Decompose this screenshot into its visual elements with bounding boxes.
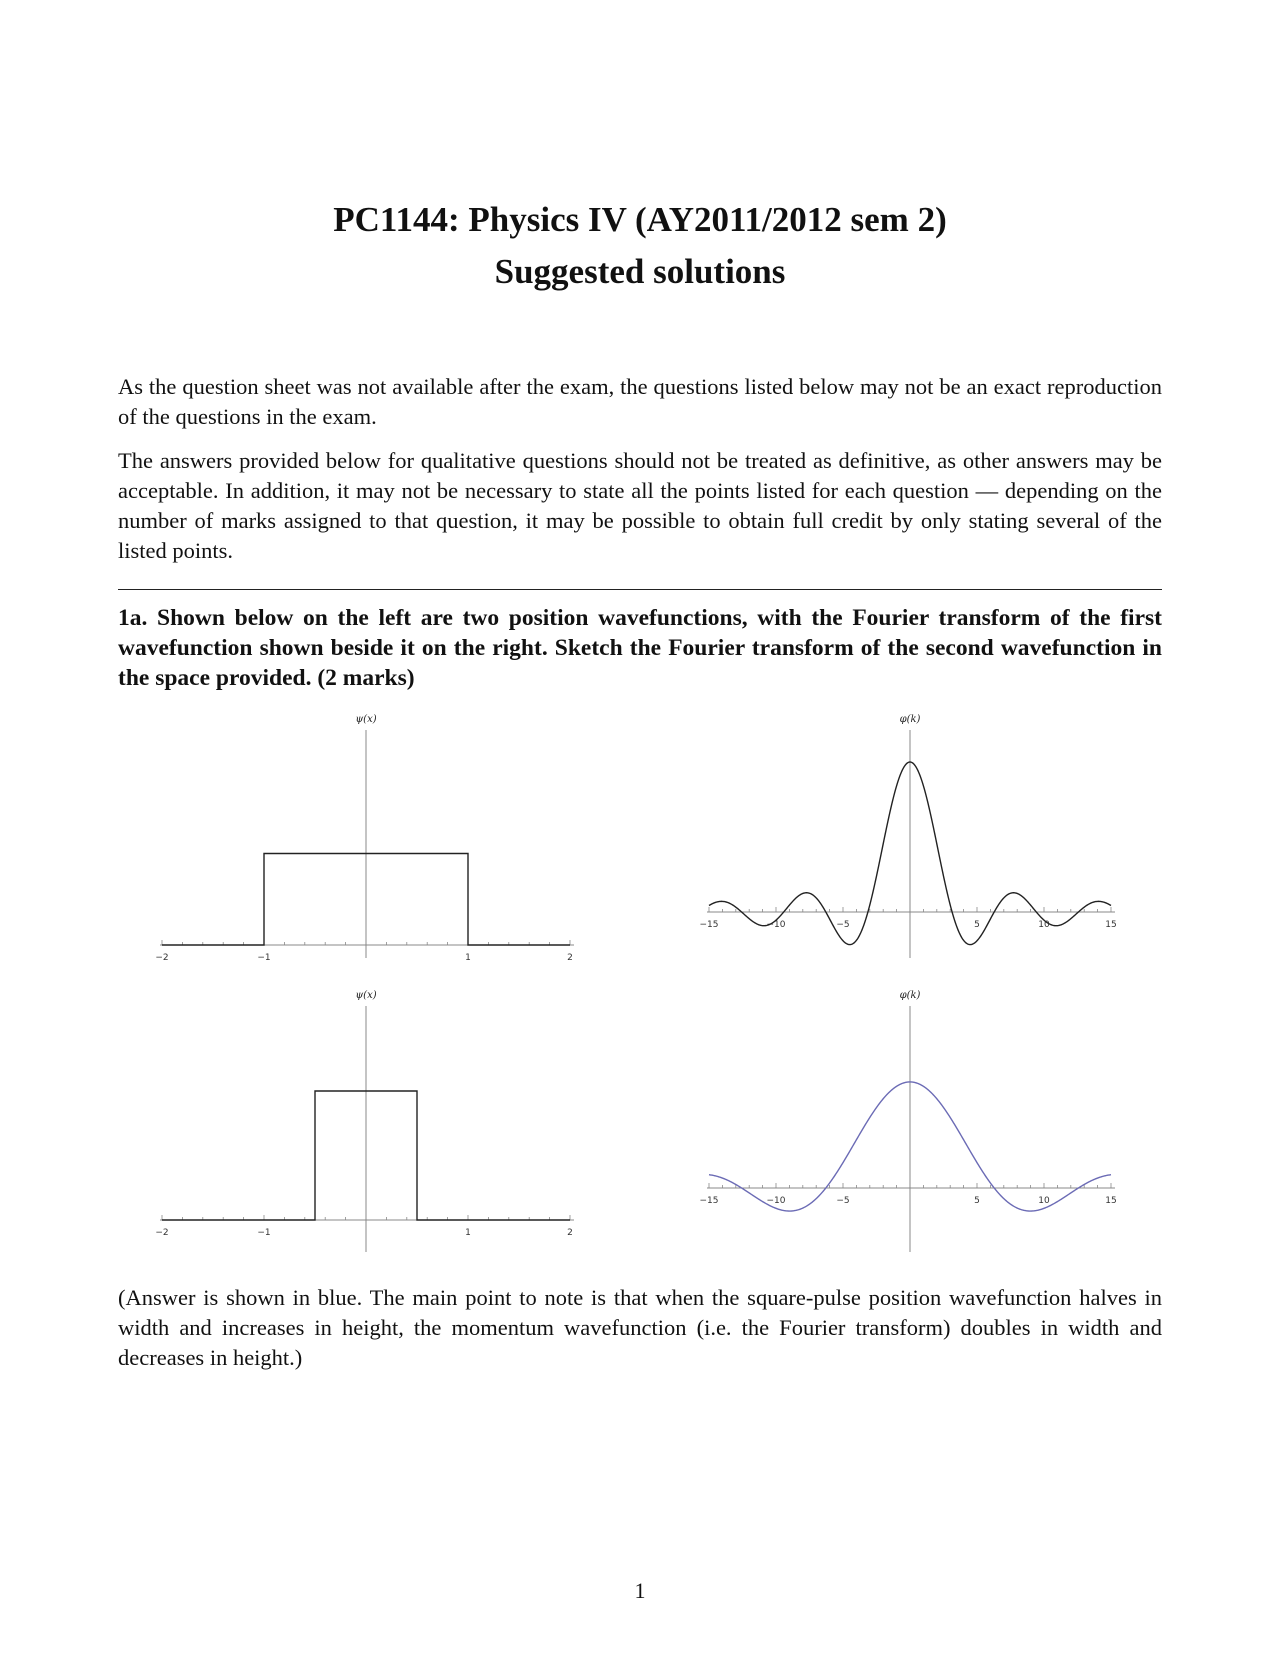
x-tick-label: 10 xyxy=(1038,1196,1050,1206)
x-tick-label: −5 xyxy=(836,920,850,930)
x-tick-label: 15 xyxy=(1105,920,1117,930)
x-tick-label: −15 xyxy=(699,1196,719,1206)
x-tick-label: −10 xyxy=(766,1196,786,1206)
x-tick-label: −1 xyxy=(257,1228,271,1238)
intro-paragraph-2: The answers provided below for qualitative questions should not be treated as definitive, as other answers may be acceptable. In addition, it may not be necessary to state all the points listed for each question — depending on the number of marks assigned to that question, it may be possible to obtain full credit by only stating several of the listed points. xyxy=(118,448,1162,563)
intro-paragraph-1: As the question sheet was not available after the exam, the questions listed below may not be an exact reproduction of the questions in the exam. xyxy=(118,374,1162,429)
x-tick-label: 5 xyxy=(974,920,980,930)
y-axis-label: ψ(x) xyxy=(355,714,377,725)
y-axis-label: ψ(x) xyxy=(355,990,377,1001)
plot-psi1 xyxy=(155,714,574,963)
y-axis-label: φ(k) xyxy=(899,990,921,1001)
x-tick-label: 10 xyxy=(1038,920,1050,930)
plot-psi2 xyxy=(155,990,574,1252)
x-tick-label: 15 xyxy=(1105,1196,1117,1206)
plot-phi1 xyxy=(700,714,1117,958)
x-tick-label: −5 xyxy=(836,1196,850,1206)
x-tick-label: −15 xyxy=(699,920,719,930)
x-tick-label: 1 xyxy=(465,953,471,963)
x-tick-label: 2 xyxy=(567,1228,573,1238)
x-tick-label: −1 xyxy=(257,953,271,963)
x-tick-label: −10 xyxy=(766,920,786,930)
page-title-line-2: Suggested solutions xyxy=(494,252,786,291)
x-tick-label: 5 xyxy=(974,1196,980,1206)
page-number: 1 xyxy=(634,1578,646,1603)
page-title-line-1: PC1144: Physics IV (AY2011/2012 sem 2) xyxy=(333,200,947,239)
answer-1a-text: (Answer is shown in blue. The main point to note is that when the square-pulse position wavefunction halves in width and increases in height, the momentum wavefunction (i.e. the Fourier transform) doubles in width and decreases in height.) xyxy=(118,1285,1162,1370)
x-tick-label: −2 xyxy=(155,1228,169,1238)
x-tick-label: 1 xyxy=(465,1228,471,1238)
x-tick-label: −2 xyxy=(155,953,169,963)
y-axis-label: φ(k) xyxy=(899,714,921,725)
x-tick-label: 2 xyxy=(567,953,573,963)
plot-phi2 xyxy=(700,990,1117,1252)
question-1a-text: 1a. Shown below on the left are two position wavefunctions, with the Fourier transform of the first wavefunction shown beside it on the right. Sketch the Fourier transform of the second wavefunction in the space provided. (2 marks) xyxy=(118,605,1162,691)
